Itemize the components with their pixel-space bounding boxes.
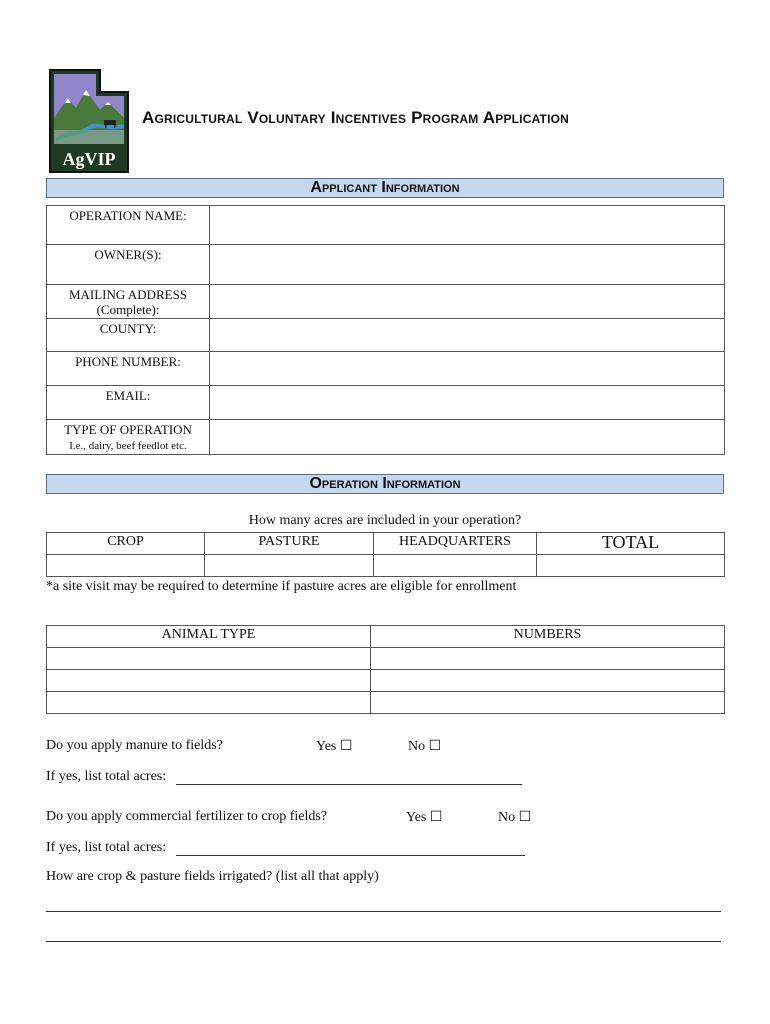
headquarters-acres-field[interactable] [374, 555, 537, 577]
document-title: Agricultural Voluntary Incentives Program Application [142, 108, 570, 127]
applicant-section-title: Applicant Information [46, 178, 724, 198]
manure-question: Do you apply manure to fields? [46, 738, 223, 753]
fertilizer-question: Do you apply commercial fertilizer to crop fields? [46, 809, 328, 824]
manure-acres-label: If yes, list total acres: [46, 769, 167, 784]
email-field[interactable] [210, 386, 725, 420]
manure-acres-line[interactable] [176, 784, 522, 785]
email-label: EMAIL: [47, 386, 210, 420]
fertilizer-no-checkbox[interactable]: No ☐ [498, 810, 532, 825]
fertilizer-yes-checkbox[interactable]: Yes ☐ [406, 810, 443, 825]
animal-type-field[interactable] [47, 648, 371, 670]
operation-name-label: OPERATION NAME: [47, 206, 210, 245]
headquarters-header: HEADQUARTERS [374, 533, 537, 555]
county-field[interactable] [210, 319, 725, 352]
type-of-operation-field[interactable] [210, 420, 725, 455]
animal-numbers-field[interactable] [371, 692, 725, 714]
logo-text: AgVIP [62, 149, 116, 169]
mailing-address-field[interactable] [210, 285, 725, 319]
fertilizer-acres-label: If yes, list total acres: [46, 840, 167, 855]
mailing-address-label: MAILING ADDRESS (Complete): [47, 285, 210, 319]
animal-numbers-field[interactable] [371, 670, 725, 692]
animal-type-field[interactable] [47, 670, 371, 692]
phone-number-field[interactable] [210, 352, 725, 386]
numbers-header: NUMBERS [371, 626, 725, 648]
owners-field[interactable] [210, 245, 725, 285]
crop-header: CROP [47, 533, 205, 555]
irrigation-question: How are crop & pasture fields irrigated? (list all that apply) [46, 869, 379, 884]
agvip-logo [48, 68, 130, 174]
acres-table [46, 532, 725, 577]
acres-question: How many acres are included in your operation? [248, 513, 522, 528]
applicant-info-table [46, 205, 725, 455]
fertilizer-acres-line[interactable] [176, 855, 525, 856]
animal-numbers-field[interactable] [371, 648, 725, 670]
phone-number-label: PHONE NUMBER: [47, 352, 210, 386]
pasture-acres-field[interactable] [205, 555, 374, 577]
type-of-operation-label: TYPE OF OPERATION I.e., dairy, beef feedlot etc. [47, 420, 210, 455]
manure-yes-checkbox[interactable]: Yes ☐ [316, 739, 353, 754]
animal-type-field[interactable] [47, 692, 371, 714]
irrigation-answer-line-1[interactable] [46, 911, 721, 912]
county-label: COUNTY: [47, 319, 210, 352]
operation-name-field[interactable] [210, 206, 725, 245]
total-header: TOTAL [537, 533, 725, 555]
total-acres-field[interactable] [537, 555, 725, 577]
operation-section-title: Operation Information [46, 474, 724, 494]
animal-table [46, 625, 725, 714]
type-of-operation-hint: I.e., dairy, beef feedlot etc. [69, 440, 187, 452]
crop-acres-field[interactable] [47, 555, 205, 577]
pasture-header: PASTURE [205, 533, 374, 555]
manure-no-checkbox[interactable]: No ☐ [408, 739, 442, 754]
owners-label: OWNER(S): [47, 245, 210, 285]
animal-type-header: ANIMAL TYPE [47, 626, 371, 648]
irrigation-answer-line-2[interactable] [46, 941, 721, 942]
site-visit-note: *a site visit may be required to determine if pasture acres are eligible for enrollment [46, 579, 517, 594]
